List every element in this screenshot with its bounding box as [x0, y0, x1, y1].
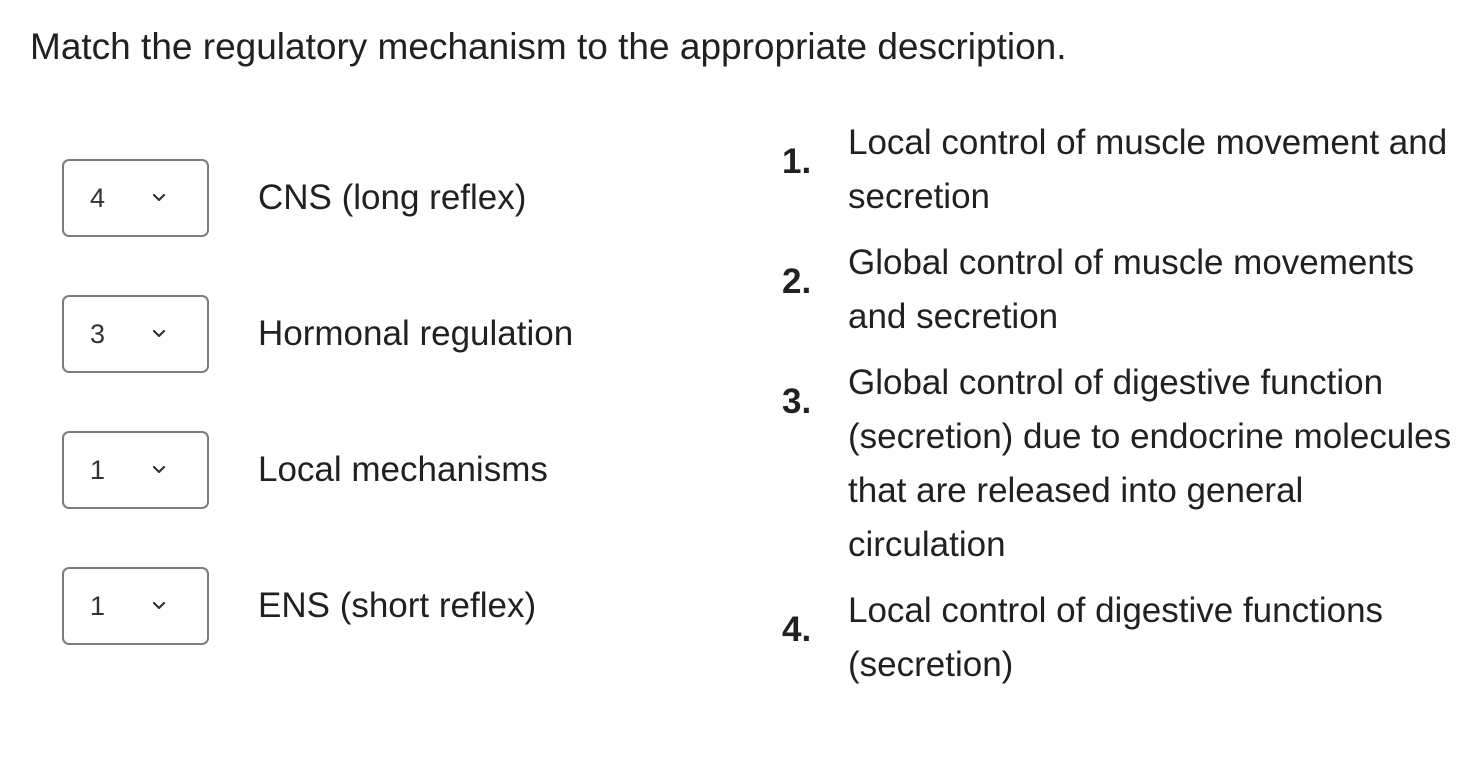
match-row-1	[62, 157, 526, 239]
term-label: ENS (short reflex)	[258, 586, 537, 625]
match-row-3	[62, 429, 548, 511]
term-label: Hormonal regulation	[258, 314, 574, 353]
match-row-2	[62, 293, 573, 375]
description-number: 3.	[782, 382, 812, 421]
description-number: 1.	[782, 142, 812, 181]
answer-select-4[interactable]	[62, 567, 209, 645]
description-text: Global control of muscle movements and secretion	[848, 243, 1415, 336]
description-number: 4.	[782, 610, 812, 649]
chevron-down-icon	[152, 601, 166, 611]
term-label: Local mechanisms	[258, 450, 548, 489]
description-item-4	[782, 584, 1454, 692]
question-title: Match the regulatory mechanism to the appropriate description.	[30, 26, 1067, 67]
description-text: Global control of digestive function (secretion) due to endocrine molecules that are released into general circulation	[848, 363, 1452, 564]
answer-select-3[interactable]	[62, 431, 209, 509]
match-row-4	[62, 565, 536, 647]
select-value: 1	[90, 590, 106, 621]
select-value: 4	[90, 182, 106, 213]
select-value: 1	[90, 454, 106, 485]
answer-select-1[interactable]	[62, 159, 209, 237]
answer-select-2[interactable]	[62, 295, 209, 373]
description-item-2	[782, 236, 1454, 344]
term-label: CNS (long reflex)	[258, 178, 527, 217]
chevron-down-icon	[152, 193, 166, 203]
description-number: 2.	[782, 262, 812, 301]
select-value: 3	[90, 318, 106, 349]
chevron-down-icon	[152, 465, 166, 475]
description-text: Local control of muscle movement and secretion	[848, 123, 1448, 216]
description-text: Local control of digestive functions (secretion)	[848, 591, 1384, 684]
description-item-1	[782, 116, 1454, 224]
description-item-3	[782, 356, 1454, 572]
chevron-down-icon	[152, 329, 166, 339]
